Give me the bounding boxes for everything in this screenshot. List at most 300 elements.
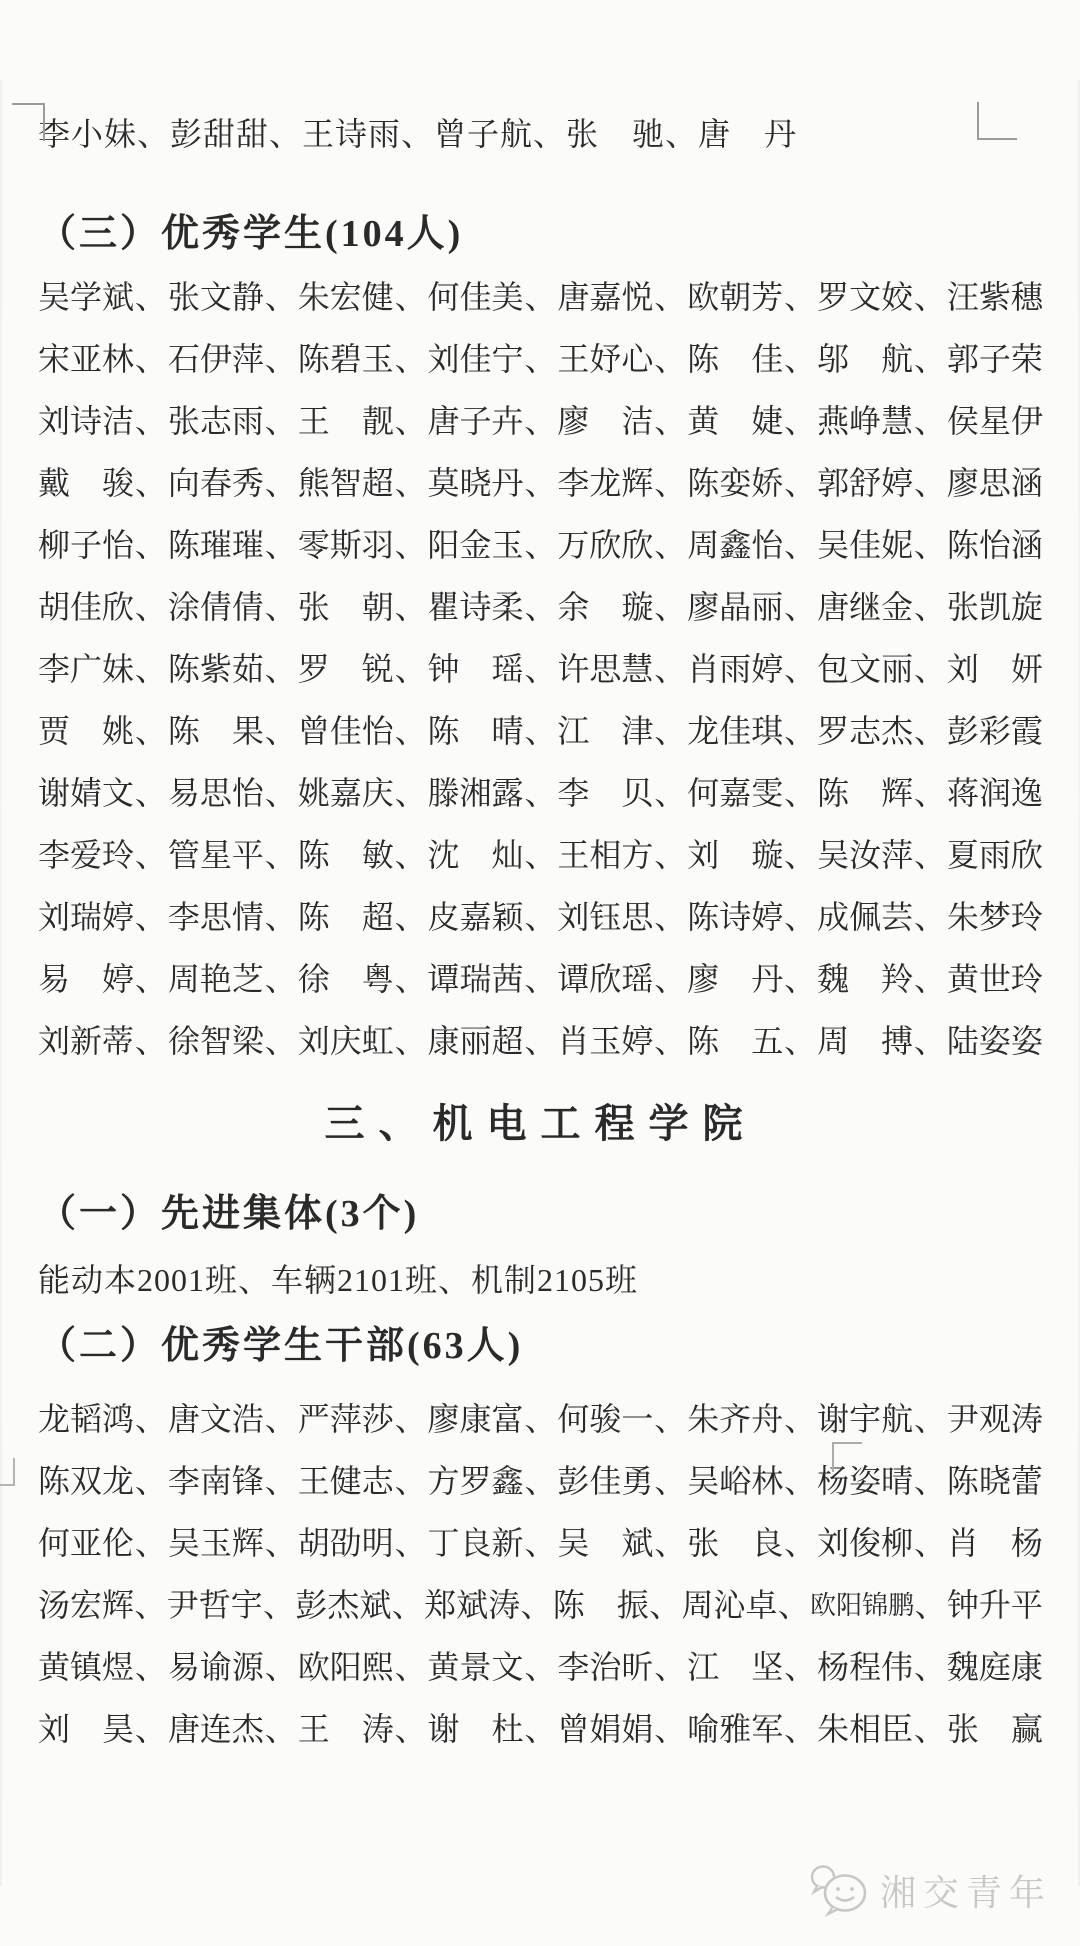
person-name: 滕湘露 [427,775,524,811]
person-name: 廖 洁 [557,403,654,439]
person-name: 刘佳宁 [427,341,524,377]
name-separator: 、 [134,1587,167,1623]
name-row [38,574,1043,636]
heading-advanced-collectives: （一）先进集体(3个) [38,1193,420,1235]
person-name: 谢婧文 [38,775,135,811]
person-name: 刘庆虹 [297,1023,394,1059]
person-name: 刘新蒂 [38,1023,135,1059]
person-name: 唐继金 [817,589,914,625]
name-separator: 、 [394,279,427,315]
name-separator: 、 [264,465,297,501]
person-name: 彭彩霞 [946,713,1043,749]
person-name: 曾娟娟 [557,1711,654,1747]
name-separator: 、 [913,775,946,811]
name-separator: 、 [524,775,557,811]
person-name: 曾佳怡 [297,713,394,749]
name-row [38,450,1043,512]
name-separator: 、 [784,589,817,625]
person-name: 杨程伟 [817,1649,914,1685]
name-separator: 、 [264,1711,297,1747]
person-name: 欧阳锦鹏 [810,1590,915,1620]
person-name: 周 搏 [817,1023,914,1059]
person-name: 朱相臣 [817,1711,914,1747]
name-separator: 、 [784,527,817,563]
name-separator: 、 [913,651,946,687]
name-separator: 、 [784,651,817,687]
person-name: 石伊萍 [167,341,264,377]
person-name: 陈 辉 [817,775,914,811]
name-separator: 、 [784,1649,817,1685]
person-name: 吴玉辉 [167,1525,264,1561]
name-row [38,636,1043,698]
person-name: 郑斌涛 [424,1587,521,1623]
name-separator: 、 [264,589,297,625]
person-name: 谭欣瑶 [557,961,654,997]
name-separator: 、 [913,527,946,563]
person-name: 罗志杰 [817,713,914,749]
person-name: 汤宏辉 [38,1587,135,1623]
name-separator: 、 [913,589,946,625]
person-name: 张 赢 [946,1711,1043,1747]
name-separator: 、 [784,1711,817,1747]
person-name: 包文丽 [817,651,914,687]
person-name: 成佩芸 [817,899,914,935]
person-name: 贾 姚 [38,713,135,749]
name-separator: 、 [913,837,946,873]
name-separator: 、 [134,775,167,811]
person-name: 龙韬鸿 [38,1401,135,1437]
heading-student-cadres: （二）优秀学生干部(63人) [38,1325,524,1367]
person-name: 沈 灿 [427,837,524,873]
person-name: 涂倩倩 [167,589,264,625]
name-separator: 、 [134,1649,167,1685]
name-separator: 、 [913,1463,946,1499]
name-separator: 、 [264,1023,297,1059]
name-separator: 、 [654,899,687,935]
person-name: 康丽超 [427,1023,524,1059]
name-separator: 、 [394,961,427,997]
person-name: 刘俊柳 [817,1525,914,1561]
name-separator: 、 [524,403,557,439]
person-name: 魏庭康 [946,1649,1043,1685]
name-separator: 、 [134,589,167,625]
name-row [38,512,1043,574]
person-name: 王相方 [557,837,654,873]
name-separator: 、 [394,465,427,501]
name-separator: 、 [784,837,817,873]
name-separator: 、 [914,1587,947,1623]
name-separator: 、 [394,837,427,873]
person-name: 李爱玲 [38,837,135,873]
person-name: 郭舒婷 [817,465,914,501]
person-name: 刘 璇 [687,837,784,873]
person-name: 谢 杜 [427,1711,524,1747]
name-separator: 、 [654,1401,687,1437]
person-name: 周沁卓 [681,1587,778,1623]
person-name: 零斯羽 [297,527,394,563]
person-name: 吴汝萍 [817,837,914,873]
name-separator: 、 [394,1649,427,1685]
person-name: 陆姿姿 [946,1023,1043,1059]
person-name: 陈紫茹 [167,651,264,687]
person-name: 廖思涵 [946,465,1043,501]
name-separator: 、 [654,713,687,749]
name-separator: 、 [654,341,687,377]
person-name: 廖晶丽 [687,589,784,625]
name-separator: 、 [654,837,687,873]
name-separator: 、 [524,527,557,563]
person-name: 龙佳琪 [687,713,784,749]
name-separator: 、 [264,837,297,873]
name-separator: 、 [654,1463,687,1499]
person-name: 王 涛 [297,1711,394,1747]
name-separator: 、 [394,341,427,377]
person-name: 何骏一 [557,1401,654,1437]
person-name: 陈怡涵 [946,527,1043,563]
name-separator: 、 [524,341,557,377]
person-name: 王妤心 [557,341,654,377]
person-name: 陈娈娇 [687,465,784,501]
person-name: 何佳美 [427,279,524,315]
person-name: 唐文浩 [167,1401,264,1437]
person-name: 宋亚林 [38,341,135,377]
name-separator: 、 [264,899,297,935]
name-row [38,326,1043,388]
name-separator: 、 [264,775,297,811]
person-name: 郭子荣 [946,341,1043,377]
name-separator: 、 [264,527,297,563]
person-name: 夏雨欣 [946,837,1043,873]
name-separator: 、 [134,961,167,997]
name-separator: 、 [394,589,427,625]
person-name: 魏 羚 [817,961,914,997]
name-row [38,822,1043,884]
name-separator: 、 [524,713,557,749]
person-name: 侯星伊 [946,403,1043,439]
person-name: 柳子怡 [38,527,135,563]
name-separator: 、 [784,1023,817,1059]
person-name: 黄镇煜 [38,1649,135,1685]
person-name: 何嘉雯 [687,775,784,811]
name-separator: 、 [524,1525,557,1561]
person-name: 张志雨 [167,403,264,439]
person-name: 唐嘉悦 [557,279,654,315]
person-name: 刘 昊 [38,1711,135,1747]
person-name: 黄 婕 [687,403,784,439]
name-separator: 、 [394,403,427,439]
name-separator: 、 [394,1401,427,1437]
person-name: 欧阳熙 [297,1649,394,1685]
person-name: 吴 斌 [557,1525,654,1561]
person-name: 丁良新 [427,1525,524,1561]
name-separator: 、 [913,341,946,377]
person-name: 钟升平 [946,1587,1043,1623]
name-separator: 、 [524,1401,557,1437]
person-name: 李龙辉 [557,465,654,501]
person-name: 蒋润逸 [946,775,1043,811]
student-cadres-name-list [38,1386,1043,1758]
name-separator: 、 [654,1525,687,1561]
person-name: 皮嘉颖 [427,899,524,935]
person-name: 陈 晴 [427,713,524,749]
person-name: 严萍莎 [297,1401,394,1437]
name-separator: 、 [264,651,297,687]
person-name: 许思慧 [557,651,654,687]
name-separator: 、 [524,1711,557,1747]
person-name: 陈双龙 [38,1463,135,1499]
name-separator: 、 [913,403,946,439]
name-separator: 、 [134,527,167,563]
person-name: 肖雨婷 [687,651,784,687]
person-name: 胡佳欣 [38,589,135,625]
name-separator: 、 [264,1401,297,1437]
name-separator: 、 [134,1463,167,1499]
carryover-names-line: 李小妹、彭甜甜、王诗雨、曾子航、张 驰、唐 丹 [38,116,798,152]
name-separator: 、 [524,1023,557,1059]
name-row [38,1696,1043,1758]
person-name: 江 津 [557,713,654,749]
person-name: 黄世玲 [946,961,1043,997]
name-separator: 、 [520,1587,553,1623]
person-name: 江 坚 [687,1649,784,1685]
person-name: 李治昕 [557,1649,654,1685]
person-name: 张凯旋 [946,589,1043,625]
person-name: 王健志 [297,1463,394,1499]
person-name: 莫晓丹 [427,465,524,501]
person-name: 徐 粤 [297,961,394,997]
person-name: 李广妹 [38,651,135,687]
person-name: 刘钰思 [557,899,654,935]
person-name: 欧朝芳 [687,279,784,315]
name-row [38,884,1043,946]
name-separator: 、 [654,1023,687,1059]
person-name: 陈碧玉 [297,341,394,377]
person-name: 罗文姣 [817,279,914,315]
name-separator: 、 [524,651,557,687]
name-separator: 、 [784,1525,817,1561]
name-separator: 、 [134,837,167,873]
name-separator: 、 [524,1463,557,1499]
person-name: 何亚伦 [38,1525,135,1561]
person-name: 王 靓 [297,403,394,439]
name-separator: 、 [524,589,557,625]
crop-mark-mid-left [0,1458,15,1486]
name-separator: 、 [134,899,167,935]
person-name: 尹观涛 [946,1401,1043,1437]
name-separator: 、 [913,1711,946,1747]
name-separator: 、 [394,651,427,687]
name-separator: 、 [784,713,817,749]
advanced-collectives-line: 能动本2001班、车辆2101班、机制2105班 [38,1262,639,1298]
name-separator: 、 [654,465,687,501]
person-name: 吴学斌 [38,279,135,315]
name-separator: 、 [654,775,687,811]
person-name: 易谕源 [167,1649,264,1685]
name-separator: 、 [264,403,297,439]
name-separator: 、 [394,899,427,935]
name-row [38,264,1043,326]
person-name: 陈晓蕾 [946,1463,1043,1499]
name-row [38,1386,1043,1448]
name-separator: 、 [654,589,687,625]
name-row [38,698,1043,760]
person-name: 彭佳勇 [557,1463,654,1499]
person-name: 瞿诗柔 [427,589,524,625]
person-name: 肖玉婷 [557,1023,654,1059]
name-separator: 、 [394,1525,427,1561]
name-separator: 、 [524,899,557,935]
person-name: 刘瑞婷 [38,899,135,935]
name-separator: 、 [913,899,946,935]
wechat-logo-icon [808,1862,870,1923]
person-name: 管星平 [167,837,264,873]
name-separator: 、 [394,1023,427,1059]
person-name: 张文静 [167,279,264,315]
name-separator: 、 [654,651,687,687]
person-name: 汪紫穗 [946,279,1043,315]
person-name: 廖 丹 [687,961,784,997]
person-name: 吴佳妮 [817,527,914,563]
person-name: 陈 五 [687,1023,784,1059]
name-separator: 、 [134,1023,167,1059]
name-separator: 、 [913,1649,946,1685]
person-name: 谭瑞茜 [427,961,524,997]
person-name: 彭杰斌 [295,1587,392,1623]
name-separator: 、 [654,279,687,315]
name-row [38,760,1043,822]
name-separator: 、 [784,1463,817,1499]
person-name: 陈诗婷 [687,899,784,935]
name-separator: 、 [134,651,167,687]
name-separator: 、 [784,403,817,439]
person-name: 陈 果 [167,713,264,749]
name-separator: 、 [264,1649,297,1685]
person-name: 方罗鑫 [427,1463,524,1499]
person-name: 周艳芝 [167,961,264,997]
name-separator: 、 [649,1587,682,1623]
person-name: 刘 妍 [946,651,1043,687]
person-name: 姚嘉庆 [297,775,394,811]
name-separator: 、 [777,1587,810,1623]
name-separator: 、 [394,1711,427,1747]
person-name: 易 婷 [38,961,135,997]
watermark-label: 湘交青年 [879,1871,1052,1913]
person-name: 李 贝 [557,775,654,811]
name-row [38,1634,1043,1696]
name-separator: 、 [134,713,167,749]
person-name: 喻雅军 [687,1711,784,1747]
person-name: 熊智超 [297,465,394,501]
name-separator: 、 [134,341,167,377]
name-separator: 、 [263,1587,296,1623]
name-separator: 、 [264,279,297,315]
person-name: 胡劭明 [297,1525,394,1561]
watermark [808,1862,1052,1923]
name-row [38,1510,1043,1572]
name-separator: 、 [784,899,817,935]
name-separator: 、 [264,713,297,749]
heading-excellent-students: （三）优秀学生(104人) [38,213,464,255]
name-separator: 、 [784,1401,817,1437]
person-name: 尹哲宇 [166,1587,263,1623]
person-name: 肖 杨 [946,1525,1043,1561]
name-separator: 、 [524,837,557,873]
name-separator: 、 [654,403,687,439]
name-separator: 、 [524,465,557,501]
person-name: 戴 骏 [38,465,135,501]
person-name: 陈 振 [552,1587,649,1623]
name-separator: 、 [264,341,297,377]
name-separator: 、 [913,1023,946,1059]
person-name: 谢宇航 [817,1401,914,1437]
name-separator: 、 [913,713,946,749]
name-separator: 、 [784,775,817,811]
person-name: 杨姿晴 [817,1463,914,1499]
person-name: 李思情 [167,899,264,935]
name-separator: 、 [134,1401,167,1437]
name-separator: 、 [784,341,817,377]
name-separator: 、 [784,465,817,501]
name-separator: 、 [913,1525,946,1561]
person-name: 周鑫怡 [687,527,784,563]
name-separator: 、 [913,961,946,997]
person-name: 唐连杰 [167,1711,264,1747]
person-name: 万欣欣 [557,527,654,563]
name-separator: 、 [784,961,817,997]
name-separator: 、 [134,465,167,501]
person-name: 余 璇 [557,589,654,625]
name-separator: 、 [391,1587,424,1623]
person-name: 张 良 [687,1525,784,1561]
person-name: 黄景文 [427,1649,524,1685]
person-name: 阳金玉 [427,527,524,563]
person-name: 朱宏健 [297,279,394,315]
person-name: 邬 航 [817,341,914,377]
name-row [38,1448,1043,1510]
name-separator: 、 [134,403,167,439]
name-separator: 、 [134,1525,167,1561]
name-separator: 、 [524,1649,557,1685]
name-separator: 、 [394,1463,427,1499]
person-name: 陈 超 [297,899,394,935]
name-separator: 、 [394,527,427,563]
name-separator: 、 [784,279,817,315]
name-separator: 、 [264,961,297,997]
person-name: 唐子卉 [427,403,524,439]
name-row [38,388,1043,450]
person-name: 陈 敏 [297,837,394,873]
person-name: 徐智梁 [167,1023,264,1059]
name-separator: 、 [654,1649,687,1685]
person-name: 朱齐舟 [687,1401,784,1437]
name-separator: 、 [913,1401,946,1437]
person-name: 李南锋 [167,1463,264,1499]
name-separator: 、 [394,713,427,749]
name-separator: 、 [524,961,557,997]
person-name: 燕峥慧 [817,403,914,439]
person-name: 陈璀璀 [167,527,264,563]
person-name: 刘诗洁 [38,403,135,439]
person-name: 廖康富 [427,1401,524,1437]
person-name: 钟 瑶 [427,651,524,687]
person-name: 朱梦玲 [946,899,1043,935]
name-separator: 、 [134,279,167,315]
person-name: 陈 佳 [687,341,784,377]
name-separator: 、 [134,1711,167,1747]
name-separator: 、 [913,465,946,501]
excellent-students-name-list [38,264,1043,1070]
name-separator: 、 [264,1463,297,1499]
